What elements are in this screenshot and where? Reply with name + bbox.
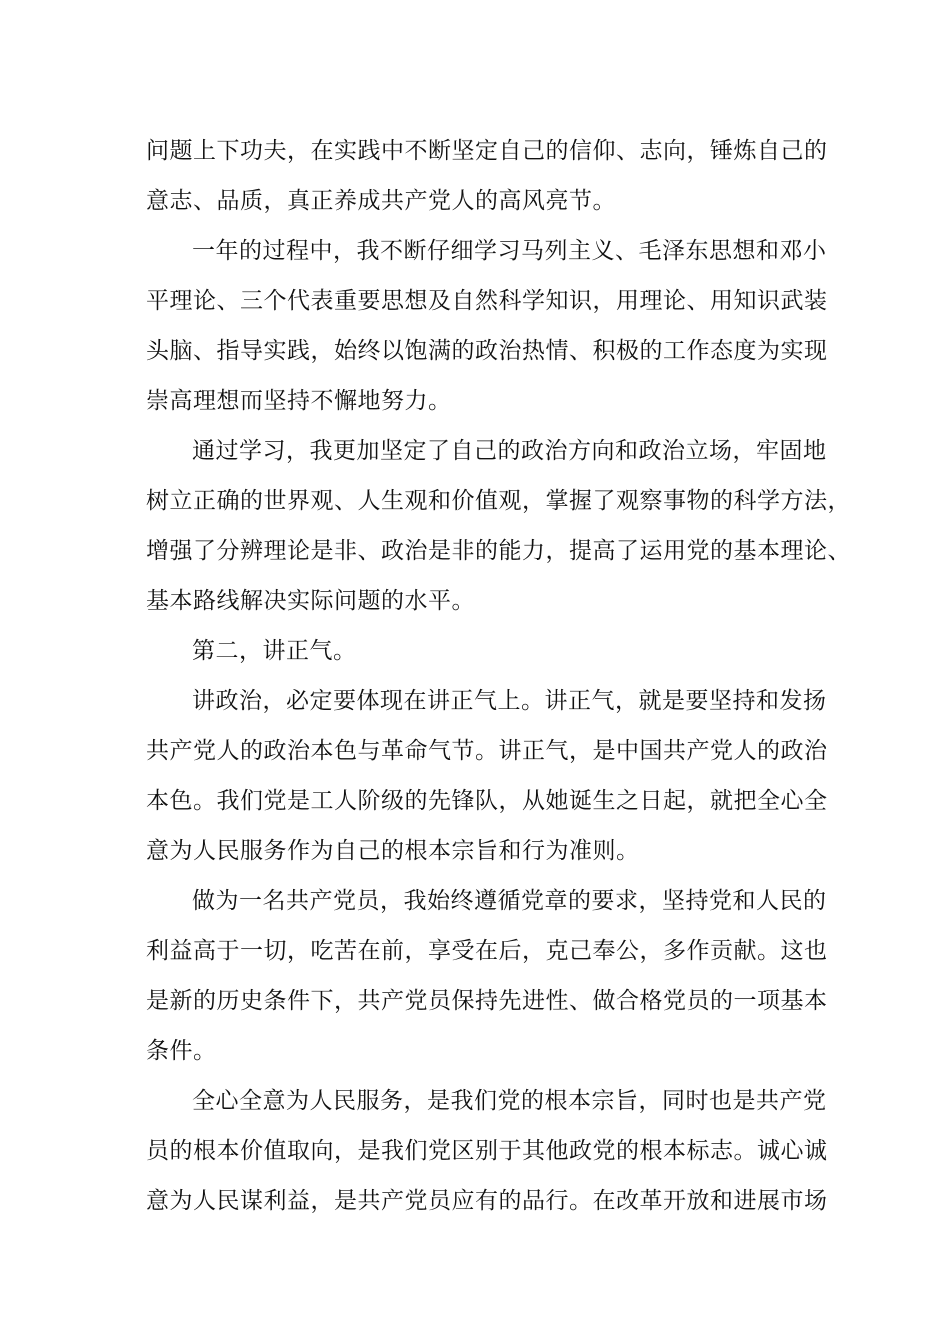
- text-line: 利益高于一切，吃苦在前，享受在后，克己奉公，多作贡献。这也: [146, 938, 828, 964]
- paragraph-start-line: 一年的过程中，我不断仔细学习马列主义、毛泽东思想和邓小: [192, 238, 827, 264]
- text-line: 意志、品质，真正养成共产党人的高风亮节。: [146, 188, 616, 214]
- text-line: 基本路线解决实际问题的水平。: [146, 588, 475, 614]
- text-line: 树立正确的世界观、人生观和价值观，掌握了观察事物的科学方法，: [146, 488, 851, 514]
- section-heading: 第二，讲正气。: [192, 638, 357, 664]
- document-body: [146, 126, 851, 1226]
- text-line: 崇高理想而坚持不懈地努力。: [146, 388, 452, 414]
- text-line: 员的根本价值取向，是我们党区别于其他政党的根本标志。诚心诚: [146, 1138, 828, 1164]
- text-line: 共产党人的政治本色与革命气节。讲正气，是中国共产党人的政治: [146, 738, 828, 764]
- text-line: 条件。: [146, 1038, 217, 1064]
- text-line: 意为人民谋利益，是共产党员应有的品行。在改革开放和进展市场: [146, 1188, 828, 1214]
- paragraph-start-line: 全心全意为人民服务，是我们党的根本宗旨，同时也是共产党: [192, 1088, 827, 1114]
- text-line: 平理论、三个代表重要思想及自然科学知识，用理论、用知识武装: [146, 288, 828, 314]
- text-line: 意为人民服务作为自己的根本宗旨和行为准则。: [146, 838, 640, 864]
- text-line: 是新的历史条件下，共产党员保持先进性、做合格党员的一项基本: [146, 988, 828, 1014]
- text-line: 问题上下功夫，在实践中不断坚定自己的信仰、志向，锤炼自己的: [146, 138, 828, 164]
- text-line: 增强了分辨理论是非、政治是非的能力，提高了运用党的基本理论、: [146, 538, 851, 564]
- paragraph-start-line: 讲政治，必定要体现在讲正气上。讲正气，就是要坚持和发扬: [192, 688, 827, 714]
- paragraph-start-line: 做为一名共产党员，我始终遵循党章的要求，坚持党和人民的: [192, 888, 827, 914]
- text-line: 头脑、指导实践，始终以饱满的政治热情、积极的工作态度为实现: [146, 338, 828, 364]
- text-line: 本色。我们党是工人阶级的先锋队，从她诞生之日起，就把全心全: [146, 788, 828, 814]
- paragraph-start-line: 通过学习，我更加坚定了自己的政治方向和政治立场，牢固地: [192, 438, 827, 464]
